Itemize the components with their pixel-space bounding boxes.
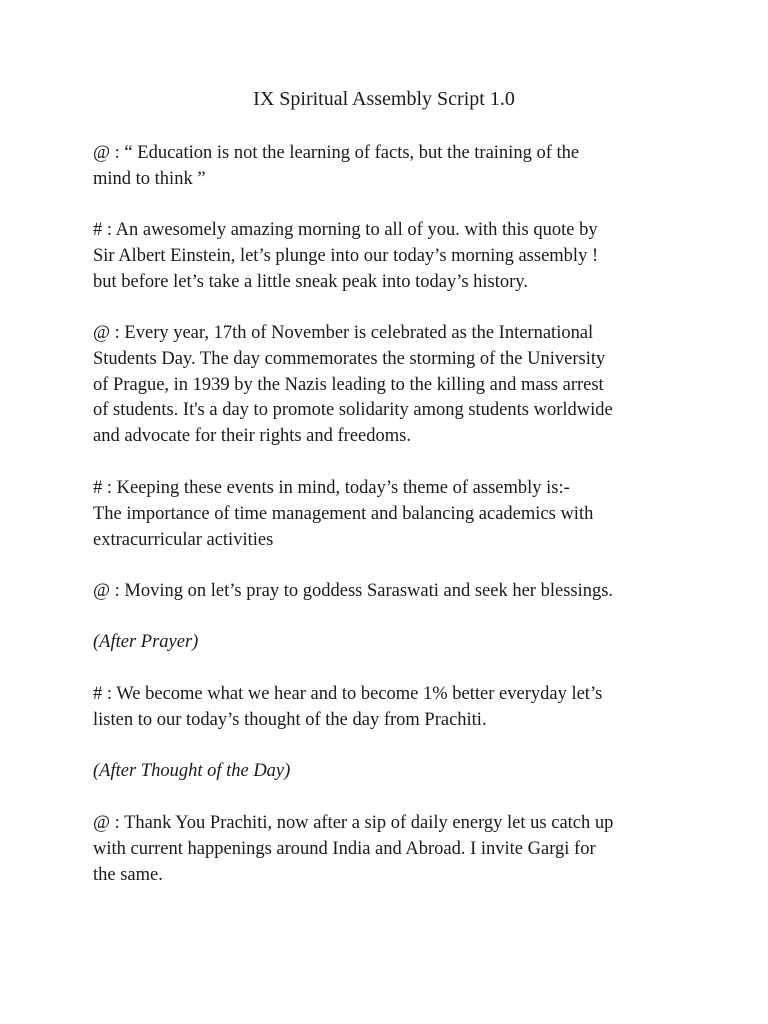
text-line: but before let’s take a little sneak peak into today’s history. (93, 271, 528, 292)
text-line: and advocate for their rights and freedoms. (93, 426, 411, 447)
text-line: of Prague, in 1939 by the Nazis leading to the killing and mass arrest (93, 374, 604, 395)
stage-direction-after-thought (93, 759, 683, 785)
stage-direction-after-prayer (93, 630, 683, 656)
paragraph-theme (93, 476, 683, 553)
text-line: extracurricular activities (93, 529, 274, 550)
text-line: Students Day. The day commemorates the storming of the University (93, 348, 606, 369)
text-line: @ : “ Education is not the learning of facts, but the training of the (93, 143, 580, 163)
paragraph-greeting (93, 218, 683, 295)
text-line: (After Prayer) (93, 632, 199, 652)
text-line: @ : Moving on let’s pray to goddess Saraswati and seek her blessings. (93, 581, 614, 601)
text-line: (After Thought of the Day) (93, 761, 291, 781)
text-line: listen to our today’s thought of the day from Prachiti. (93, 709, 487, 730)
text-line: # : Keeping these events in mind, today’s theme of assembly is:- (93, 478, 570, 498)
text-line: with current happenings around India and Abroad. I invite Gargi for (93, 838, 596, 859)
text-line: @ : Thank You Prachiti, now after a sip of daily energy let us catch up (93, 813, 614, 833)
text-line: of students. It's a day to promote solidarity among students worldwide (93, 400, 613, 421)
paragraph-quote (93, 141, 683, 193)
paragraph-prayer (93, 579, 683, 605)
paragraph-news-intro (93, 811, 683, 888)
paragraph-history (93, 321, 683, 450)
text-line: mind to think ” (93, 168, 206, 189)
text-line: the same. (93, 864, 163, 885)
text-line: # : An awesomely amazing morning to all of you. with this quote by (93, 220, 598, 240)
paragraph-thought-intro (93, 682, 683, 734)
text-line: Sir Albert Einstein, let’s plunge into our today’s morning assembly ! (93, 245, 599, 266)
text-line: The importance of time management and balancing academics with (93, 503, 594, 524)
text-line: # : We become what we hear and to become 1% better everyday let’s (93, 684, 603, 704)
text-line: @ : Every year, 17th of November is celebrated as the International (93, 323, 594, 343)
document-title: IX Spiritual Assembly Script 1.0 (253, 88, 515, 110)
